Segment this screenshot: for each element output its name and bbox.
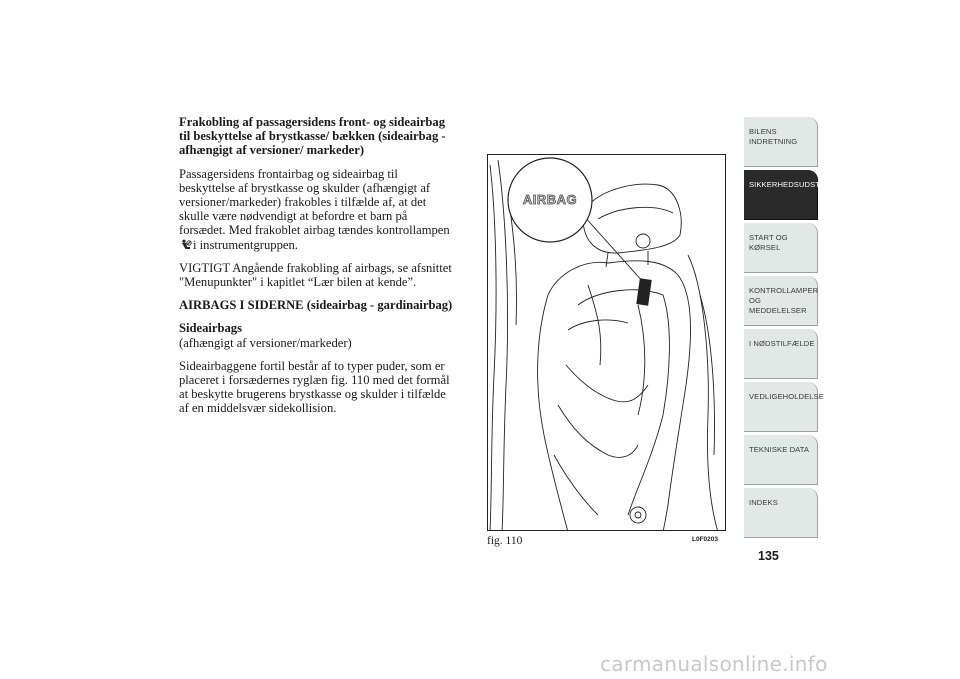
tab-i-nodstilfaelde[interactable]: I NØDSTILFÆLDE — [744, 329, 818, 379]
main-text — [179, 115, 454, 425]
paragraph-disable-description — [179, 167, 454, 252]
para1-text-end: i instrumentgruppen. — [193, 237, 298, 252]
figure-seat-illustration — [487, 154, 726, 531]
subheading-versions-note: (afhængigt af versioner/markeder) — [179, 335, 352, 350]
chapter-tabs — [744, 117, 831, 541]
tab-tekniske-data[interactable]: TEKNISKE DATA — [744, 435, 818, 485]
tab-vedligeholdelse[interactable]: VEDLIGEHOLDELSE — [744, 382, 818, 432]
callout-line — [583, 215, 644, 283]
watermark: carmanualsonline.info — [600, 652, 828, 676]
section-heading-airbag-disable: Frakobling af passagersidens front- og sideairbag til beskyttelse af brystkasse/ bækken (sideairbag - afhængigt af versioner/ markeder) — [179, 115, 446, 158]
tab-bilens-indretning[interactable]: BILENS INDRETNING — [744, 117, 818, 167]
paragraph-important-note: VIGTIGT Angående frakobling af airbags, se afsnittet "Menupunkter" i kapitlet “Lær bilen at kende”. — [179, 260, 452, 290]
tab-start-og-korsel[interactable]: START OG KØRSEL — [744, 223, 818, 273]
section-heading-side-airbags: AIRBAGS I SIDERNE (sideairbag - gardinairbag) — [179, 298, 453, 313]
paragraph-sideairbag-description: Sideairbaggene fortil består af to typer puder, som er placeret i forsædernes ryglæn fig. 110 med det formål at beskytte brugerens brystkasse og skulder i tilfælde af en middelsvær sidekollision. — [179, 358, 450, 416]
airbag-label: AIRBAG — [522, 192, 578, 207]
tab-indeks[interactable]: INDEKS — [744, 488, 818, 538]
passenger-airbag-off-icon — [180, 239, 192, 251]
tab-sikkerhedsudstyr[interactable]: SIKKERHEDSUDSTYR — [744, 170, 818, 220]
para1-text: Passagersidens frontairbag og sideairbag til beskyttelse af brystkasse og skulder (afhængigt af versioner/markeder) frakobles i tilfælde af, at det skulle være nødvendigt at befordre et barn på forsædet. Med frakoblet airbag tændes kontrollampen — [179, 166, 450, 238]
seat-drawing — [488, 155, 726, 531]
tab-kontrollamper[interactable]: KONTROLLAMPER OG MEDDELELSER — [744, 276, 818, 326]
page-number: 135 — [758, 549, 779, 563]
figure-code: L0F0203 — [692, 536, 719, 543]
figure-caption: fig. 110 — [487, 535, 523, 547]
subheading-sideairbags: Sideairbags — [179, 321, 242, 336]
